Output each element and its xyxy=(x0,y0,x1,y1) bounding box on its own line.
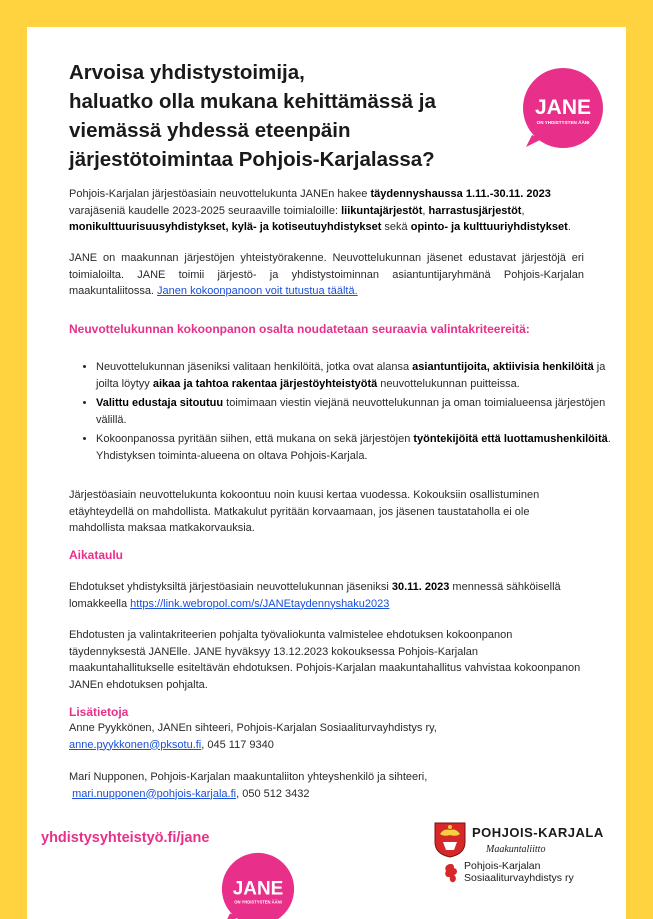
meetings-paragraph: Järjestöasiain neuvottelukunta kokoontuu noin kuusi kertaa vuodessa. Kokouksiin osallistuminen etäyhteydellä on mahdollista. Matkakulut pyritään korvaamaan, jos jäsenen taustataholla ei ole mahdollista maksaa matkakorvauksia. xyxy=(69,489,540,534)
pk-subtitle: Maakuntaliitto xyxy=(486,844,546,855)
intro-text: . xyxy=(567,221,571,233)
coat-of-arms-icon xyxy=(434,822,466,858)
poster-sheet xyxy=(27,27,626,919)
title-line: Arvoisa yhdistystoimija, xyxy=(69,61,305,84)
jane-logo-tagline: ON YHDISTYSTEN ÄÄNI xyxy=(536,120,590,125)
jane-logo-name: JANE xyxy=(534,96,592,119)
criteria-item xyxy=(96,395,616,428)
criteria-list xyxy=(69,359,616,467)
title-line: haluatko olla mukana kehittämässä ja xyxy=(69,90,436,113)
deadline: 30.11. 2023 xyxy=(391,581,450,593)
process-paragraph: Ehdotusten ja valintakriteerien pohjalta työvaliokunta valmistelee ehdotuksen kokoonpanon täydennyksestä JANElle. JANE hyväksyy 13.12.2023 kokouksessa Pohjois-Karjalan maakuntahallitukselle esiteltävän ehdotuksen. Pohjois-Karjalan maakuntahallitus vahvistaa kokoonpanon JANEn ehdotuksen pohjalta. xyxy=(69,629,581,691)
contact-line: Mari Nupponen, Pohjois-Karjalan maakuntaliiton yhteyshenkilö ja sihteeri, xyxy=(69,771,428,783)
criteria-item xyxy=(96,359,616,392)
criteria-text: Kokoonpanossa pyritään siihen, että mukana on sekä järjestöjen xyxy=(96,433,414,445)
intro-paragraph xyxy=(69,186,584,236)
jane-logo xyxy=(522,67,604,149)
webropol-form-link[interactable]: https://link.webropol.com/s/JANEtaydennyshaku2023 xyxy=(130,597,390,610)
intro-field: opinto- ja kulttuuriyhdistykset xyxy=(410,221,568,233)
intro-field: monikulttuurisuusyhdistykset, kylä- ja kotiseutuyhdistykset xyxy=(69,221,382,233)
jane-logo-name: JANE xyxy=(232,878,284,900)
psy-line: Pohjois-Karjalan xyxy=(464,860,541,872)
jane-logo-bottom xyxy=(221,852,295,919)
schedule-text: mennessä sähköisellä lomakkeella xyxy=(69,581,561,610)
contact-phone: , 050 512 3432 xyxy=(236,787,310,800)
info-heading: Lisätietoja xyxy=(69,705,129,719)
contact-mari xyxy=(69,769,584,802)
criteria-text: . Yhdistyksen toiminta-alueena on oltava Pohjois-Karjala. xyxy=(96,433,611,462)
criteria-text: toimimaan viestin viejänä neuvottelukunnan ja oman toimialueensa järjestöjen välillä. xyxy=(96,397,606,426)
intro-text: varajäseniä kaudelle 2023-2025 seuraaville toimialoille: xyxy=(69,204,342,217)
pk-name: POHJOIS-KARJALA xyxy=(472,825,604,840)
footer-url[interactable]: yhdistysyhteistyö.fi/jane xyxy=(41,830,210,846)
title-line: järjestötoimintaa Pohjois-Karjalassa? xyxy=(69,148,435,171)
criteria-item xyxy=(96,431,616,464)
intro-text: , xyxy=(422,204,429,217)
sosiaaliturvayhdistys-logo xyxy=(442,860,622,894)
intro-text: , xyxy=(521,204,525,217)
criteria-emphasis: asiantuntijoita, aktiivisia henkilöitä xyxy=(412,361,594,373)
schedule-heading: Aikataulu xyxy=(69,548,124,562)
contact-line: Anne Pyykkönen, JANEn sihteeri, Pohjois-Karjalan Sosiaaliturvayhdistys ry, xyxy=(69,722,437,734)
criteria-text: Neuvottelukunnan jäseniksi valitaan henkilöitä, jotka ovat alansa xyxy=(96,361,413,373)
psy-line: Sosiaaliturvayhdistys ry xyxy=(464,872,574,884)
jane-description xyxy=(69,250,584,300)
psy-name xyxy=(464,860,574,884)
criteria-text: ja joilta löytyy xyxy=(96,361,606,390)
intro-field: liikuntajärjestöt xyxy=(341,204,423,217)
criteria-text: neuvottelukunnan puitteissa. xyxy=(377,377,520,390)
contact-phone: , 045 117 9340 xyxy=(201,738,274,751)
jane-logo-tagline: ON YHDISTYSTEN ÄÄNI xyxy=(234,899,282,905)
intro-field: harrastusjärjestöt xyxy=(428,204,522,217)
description-text: JANE on maakunnan järjestöjen yhteistyörakenne. Neuvottelukunnan jäsenet edustavat järjestöjä eri toimialoilta. JANE toimii järjestö- ja yhdistystoiminnan asiantuntijaryhmänä Pohjois-Karjalan maakuntaliitossa. xyxy=(69,252,584,297)
criteria-emphasis: työntekijöitä että luottamushenkilöitä xyxy=(413,433,608,445)
criteria-emphasis: aikaa ja tahtoa rakentaa järjestöyhteistyötä xyxy=(152,377,378,390)
intro-period: täydennyshaussa 1.11.-30.11. 2023 xyxy=(370,188,551,200)
anne-email-link[interactable]: anne.pyykkonen@pksotu.fi xyxy=(69,738,202,751)
intro-text: Pohjois-Karjalan järjestöasiain neuvottelukunta JANEn hakee xyxy=(69,188,371,200)
mari-email-link[interactable]: mari.nupponen@pohjois-karjala.fi xyxy=(72,787,237,800)
schedule-paragraph xyxy=(69,579,584,612)
composition-link[interactable]: Janen kokoonpanoon voit tutustua täältä. xyxy=(157,285,358,297)
page-title xyxy=(69,58,489,174)
criteria-heading: Neuvottelukunnan kokoonpanon osalta noudatetaan seuraavia valintakriteereitä: xyxy=(69,322,530,336)
title-line: viemässä yhdessä eteenpäin xyxy=(69,119,351,142)
schedule-text: Ehdotukset yhdistyksiltä järjestöasiain neuvottelukunnan jäseniksi xyxy=(69,581,392,593)
intro-text: sekä xyxy=(381,221,411,233)
contact-anne xyxy=(69,720,584,753)
psy-emblem-icon xyxy=(442,862,460,884)
criteria-emphasis: Valittu edustaja sitoutuu xyxy=(96,397,224,409)
